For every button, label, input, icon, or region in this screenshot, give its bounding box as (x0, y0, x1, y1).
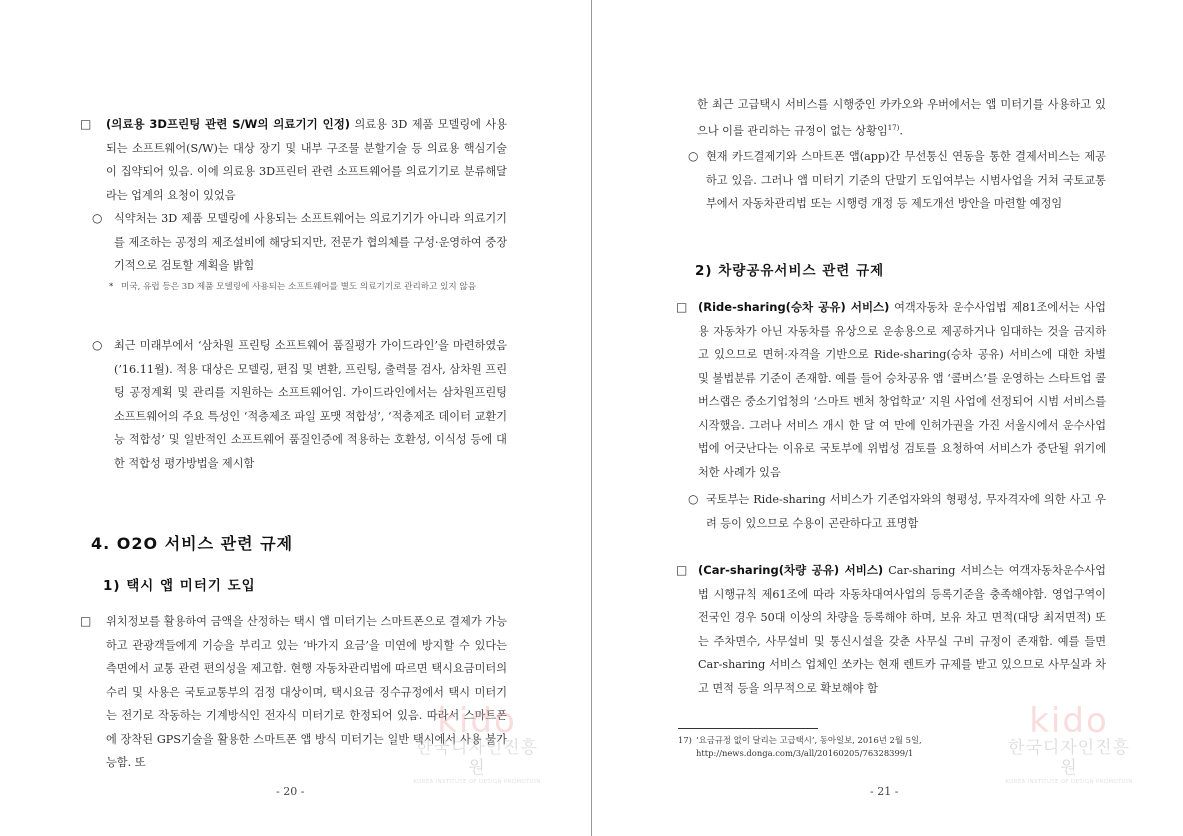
square-bullet-icon: □ (676, 300, 688, 314)
watermark (1004, 701, 1134, 786)
paragraph-text: 여객자동차 운수사업법 제81조에서는 사업용 자동차가 아닌 자동차를 유상으로 운송용으로 제공하거나 임대하는 것을 금지하고 있으므로 면허·자격을 기반으로 Ride-sharing(승차 공유) 서비스에 대한 차별 및 불법분류 기준이 존재함. 예를 들어 승차공유 앱 ‘콜버스’를 운영하는 스타트업 콜버스랩은 중소기업청의 ‘스마트 벤처 창업학교’ 지원 사업에 선정되어 시범 서비스를 시작했음. 그러나 서비스 개시 한 달 여 만에 인허가권을 가진 서울시에서 운수사업법에 어긋난다는 이유로 국토부에 위법성 검토를 요청하여 서비스가 중단될 위기에 처한 사례가 있음 (698, 301, 1106, 479)
watermark (412, 701, 542, 786)
paragraph-continuation: 한 최근 고급택시 서비스를 시행중인 카카오와 우버에서는 앱 미터기를 사용하고 있으나 이를 관리하는 규정이 없는 상황임$^{17)}$. (697, 98, 1106, 138)
square-bullet-icon: □ (80, 117, 92, 131)
square-bullet-icon: □ (676, 563, 688, 577)
paragraph-lead: (Ride-sharing(승차 공유) 서비스) (698, 300, 890, 314)
footnote-rule (678, 728, 818, 729)
subitem-msip-guideline (92, 334, 507, 475)
watermark-subtitle: KOREA INSTITUTE OF DESIGN PROMOTION (413, 779, 541, 785)
note-us-eu (109, 279, 507, 295)
paragraph-lead: (Car-sharing(차량 공유) 서비스) (698, 563, 884, 577)
footnote-text: ‘요금규정 없이 달리는 고급택시’, 동아일보, 2016년 2월 5일, http://news.donga.com/3/all/20160205/76328399/1 (696, 735, 922, 758)
footnote-ref[interactable]: 17) (887, 123, 900, 132)
circle-bullet-icon: ○ (92, 338, 103, 352)
kido-logo: kido (1029, 701, 1109, 741)
subsection-title: 2) 차량공유서비스 관련 규제 (695, 263, 885, 279)
paragraph-car-sharing (676, 559, 1106, 700)
page-20 (0, 0, 591, 836)
page-number: - 21 - (870, 785, 899, 798)
note-text: 미국, 유럽 등은 3D 제품 모델링에 사용되는 소프트웨어를 별도 의료기기로 관리하고 있지 않음 (121, 282, 477, 292)
paragraph-text: 위치정보를 활용하여 금액을 산정하는 택시 앱 미터기는 스마트폰으로 결제가 가능하고 관광객들에게 기승을 부리고 있는 ‘바가지 요금’을 미연에 방지할 수 있다는 측면에서 교통 관련 편의성을 제고함. 현행 자동차관리법에 따르면 택시요금미터의 수리 및 사용은 국토교통부의 검정 대상이며, 택시요금 징수규정에서 택시 미터기는 전기로 작동하는 기계방식인 전자식 미터기로 한정되어 있음. 따라서 스마트폰에 장착된 GPS기술을 활용한 스마트폰 앱 방식 미터기는 일반 택시에서 사용 불가능함. 또 (106, 615, 507, 769)
page-number: - 20 - (276, 785, 305, 798)
paragraph-ride-sharing (676, 296, 1106, 484)
paragraph-3d-software-recognition (80, 113, 507, 207)
subitem-molit-position (688, 488, 1106, 535)
circle-bullet-icon: ○ (92, 211, 103, 225)
subitem-mfds-position (92, 207, 507, 278)
watermark-name: 한국디자인진흥원 (416, 738, 538, 778)
subitem-card-payment (688, 145, 1106, 216)
circle-bullet-icon: ○ (688, 149, 699, 163)
circle-bullet-icon: ○ (688, 492, 699, 506)
square-bullet-icon: □ (80, 614, 92, 628)
paragraph-text: 한 최근 고급택시 서비스를 시행중인 카카오와 우버에서는 앱 미터기를 사용하고 있으나 이를 관리하는 규정이 없는 상황임 (697, 98, 1106, 138)
subitem-text: 최근 미래부에서 ‘삼차원 프린팅 소프트웨어 품질평가 가이드라인’을 마련하였음(’16.11월). 적용 대상은 모델링, 편집 및 변환, 프린팅, 출력물 검사, 삼차원 프린팅 공정계획 및 관리를 지원하는 소프트웨어임. 가이드라인에서는 삼차원프린팅 소프트웨어의 주요 특성인 ‘적층제조 파일 포맷 적합성’, ‘적층제조 데이터 교환기능 적합성’ 및 일반적인 소프트웨어 품질인증에 적용하는 호환성, 이식성 등에 대한 적합성 평가방법을 제시함 (114, 339, 508, 470)
paragraph-text: Car-sharing 서비스는 여객자동차운수사업법 시행규칙 제61조에 따라 자동차대여사업의 등록기준을 충족해야함. 영업구역이 전국인 경우 50대 이상의 차량을 등록해야 하며, 보유 차고 면적(대당 최저면적) 또는 주차면수, 사무설비 및 통신시설을 갖춘 사무실 구비 규정이 존재함. 예를 들면 Car-sharing 서비스 업체인 쏘카는 현재 렌트카 규제를 받고 있으므로 사무실과 차고 면적 등을 의무적으로 확보해야 함 (698, 564, 1106, 695)
watermark-subtitle: KOREA INSTITUTE OF DESIGN PROMOTION (1005, 779, 1133, 785)
subsection-title: 1) 택시 앱 미터기 도입 (103, 578, 256, 594)
paragraph-lead: (의료용 3D프린팅 관련 S/W의 의료기기 인정) (106, 117, 351, 131)
subitem-text: 식약처는 3D 제품 모델링에 사용되는 소프트웨어는 의료기기가 아니라 의료기기를 제조하는 공정의 제조설비에 해당되지만, 전문가 협의체를 구성·운영하여 중장기적으로 검토할 계획을 밝힘 (114, 212, 507, 272)
subitem-text: 국토부는 Ride-sharing 서비스가 기존업자와의 형평성, 무자격자에 의한 사고 우려 등이 있으므로 수용이 곤란하다고 표명함 (706, 493, 1106, 530)
paragraph-text: 의료용 3D 제품 모델링에 사용되는 소프트웨어(S/W)는 대상 장기 및 내부 구조물 분할기술 등 의료용 핵심기술이 집약되어 있음. 이에 의료용 3D프린터 관련 소프트웨어를 의료기기로 분류해달라는 업계의 요청이 있었음 (106, 118, 507, 202)
kido-logo: kido (437, 701, 517, 741)
section-title: 4. O2O 서비스 관련 규제 (91, 534, 294, 553)
page-21 (592, 0, 1183, 836)
watermark-name: 한국디자인진흥원 (1008, 738, 1130, 778)
asterisk-icon: * (109, 282, 114, 292)
footnote-number: 17) (678, 735, 692, 745)
subitem-text: 현재 카드결제기와 스마트폰 앱(app)간 무선통신 연동을 통한 결제서비스는 제공하고 있음. 그러나 앱 미터기 기준의 단말기 도입여부는 시범사업을 거쳐 국토교통부에서 자동차관리법 또는 시행령 개정 등 제도개선 방안을 마련할 예정임 (706, 150, 1106, 210)
